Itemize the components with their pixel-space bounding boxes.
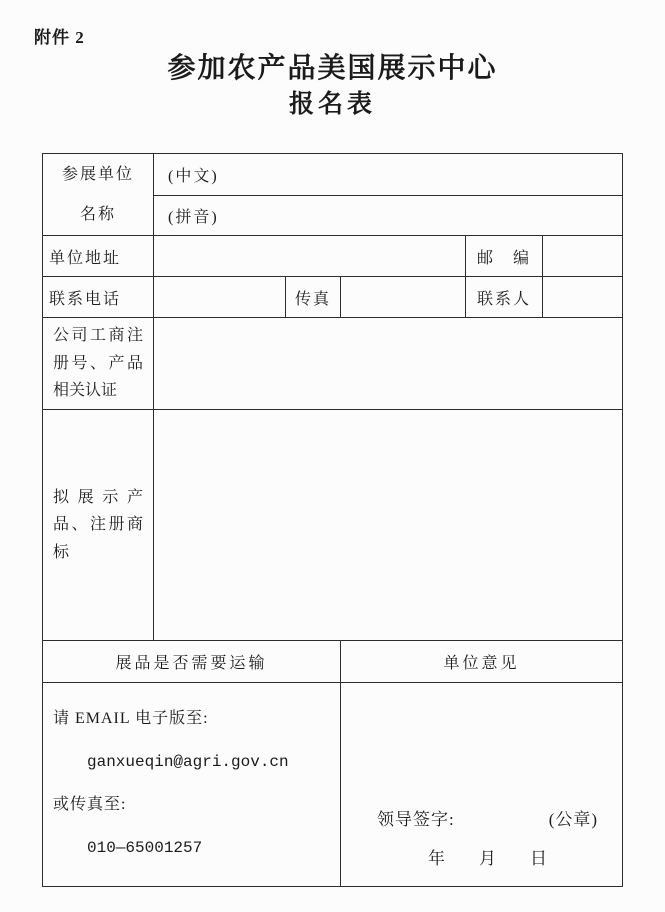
fax-label: 传真 [286,277,341,318]
unit-name-label-cell [43,154,154,236]
postal-code-label: 邮 编 [466,236,543,277]
unit-opinion-header: 单位意见 [341,641,623,683]
attachment-label: 附件 2 [34,28,85,47]
postal-code-value-cell [543,236,623,277]
exhibit-products-label: 拟展示产品、注册商标 [43,410,154,641]
leader-signature-label: 领导签字: [377,810,455,829]
pinyin-prefix-label: (拼音) [168,209,219,226]
phone-label: 联系电话 [43,277,154,318]
date-placeholder: 年 月 日 [428,849,548,868]
email-address-text: ganxueqin@agri.gov.cn [87,753,289,771]
official-seal-label: (公章) [548,810,599,829]
address-label: 单位地址 [43,236,154,277]
page-title-line1: 参加农产品美国展示中心 [167,53,498,84]
fax-value-cell [341,277,466,318]
contact-person-label: 联系人 [466,277,543,318]
chinese-prefix-label: (中文) [168,168,219,185]
signature-line [377,809,598,831]
signature-area-cell [341,683,623,887]
shipping-needed-header: 展品是否需要运输 [43,641,341,683]
email-prompt-label: 请 EMAIL 电子版至: [53,710,209,727]
address-value-cell [154,236,466,277]
unit-name-chinese-cell [154,154,623,196]
submission-instructions-cell [43,683,341,887]
page-title [0,50,665,121]
phone-value-cell [154,277,286,318]
unit-name-label-line1: 参展单位 [61,165,134,183]
fax-number-text: 010—65001257 [87,839,203,857]
business-registration-value-cell [154,318,623,410]
registration-form-table [42,153,623,887]
business-registration-label: 公司工商注册号、产品相关认证 [43,318,154,410]
exhibit-products-value-cell [154,410,623,641]
unit-name-pinyin-cell [154,196,623,236]
unit-name-label-line2: 名称 [79,205,116,223]
page-title-line2: 报名表 [288,91,376,118]
contact-person-value-cell [543,277,623,318]
fax-prompt-label: 或传真至: [53,796,127,813]
